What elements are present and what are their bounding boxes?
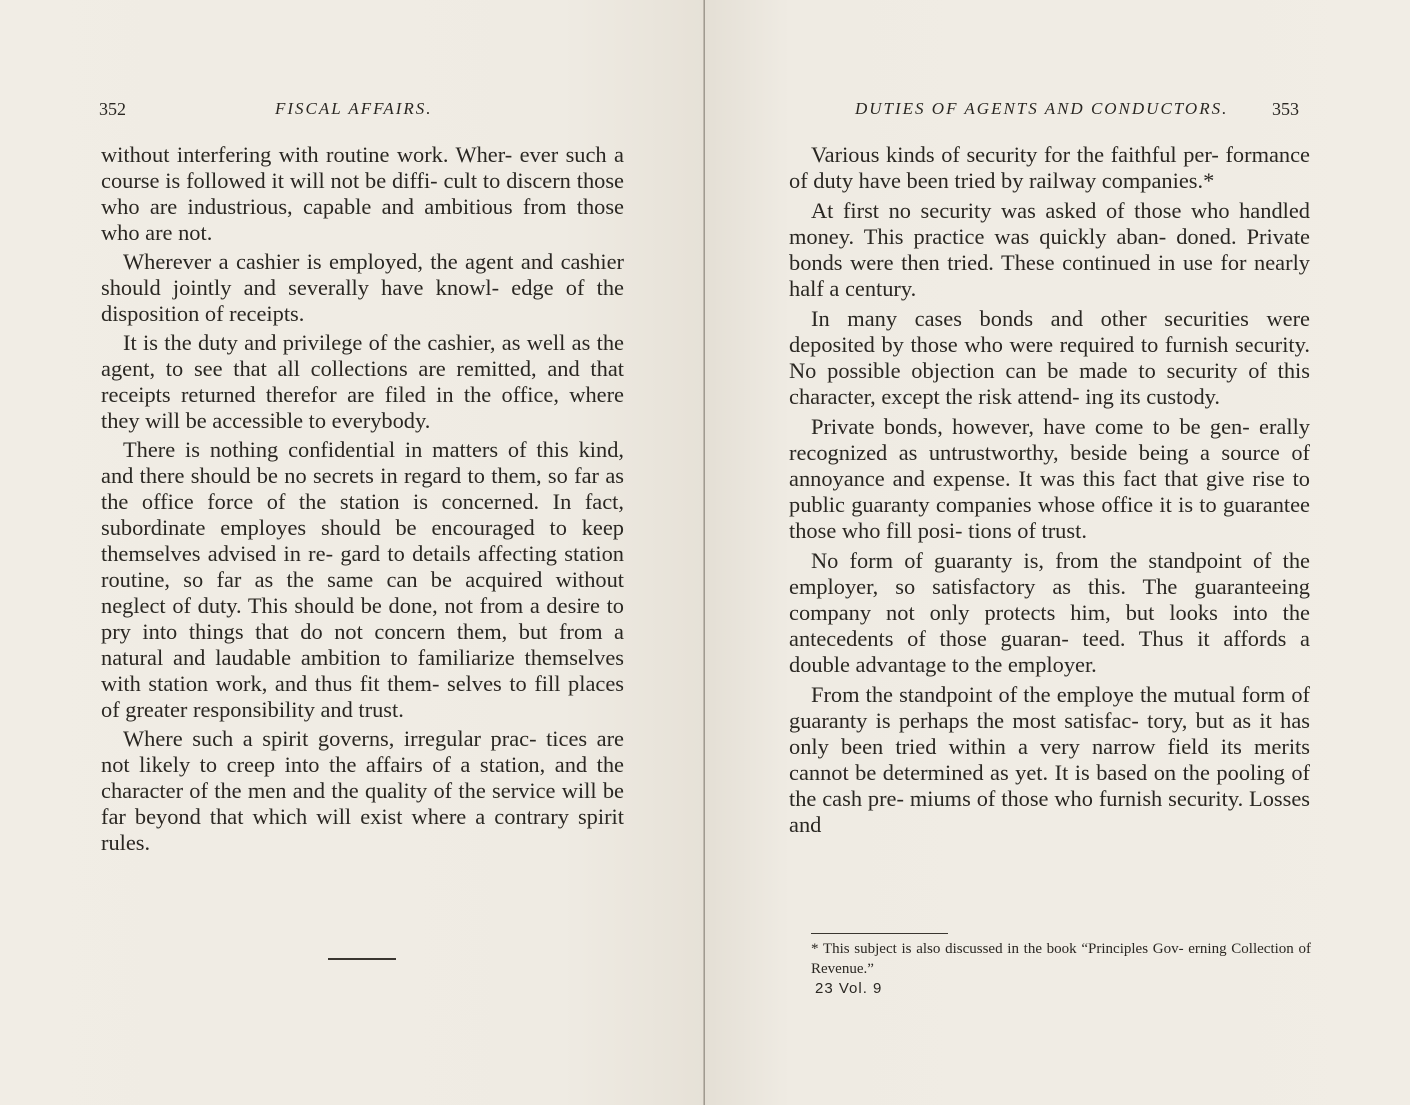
left-running-head-title: FISCAL AFFAIRS. (275, 99, 433, 118)
paragraph: No form of guaranty is, from the standpoint of the employer, so satisfactory as this. The guaranteeing company not only protects him, but looks into the antecedents of those guaran- teed. Thus it affords a double advantage to the employer. (789, 548, 1310, 677)
signature-mark: 23 Vol. 9 (815, 980, 883, 997)
right-running-head-title: DUTIES OF AGENTS AND CONDUCTORS. (855, 99, 1229, 118)
left-page-number: 352 (99, 99, 126, 119)
paragraph: It is the duty and privilege of the cashier, as well as the agent, to see that all collections are remitted, and that receipts returned therefor are filed in the office, where they will be accessible to everybody. (101, 330, 624, 433)
paragraph: There is nothing confidential in matters of this kind, and there should be no secrets in regard to them, so far as the office force of the station is concerned. In fact, subordinate employes should be encouraged to keep themselves advised in re- gard to details affecting station routine, so far as the same can be acquired without neglect of duty. This should be done, not from a desire to pry into things that do not concern them, but from a natural and laudable ambition to familiarize themselves with station work, and thus fit them- selves to fill places of greater responsibility and trust. (101, 437, 624, 722)
paragraph: At first no security was asked of those who handled money. This practice was quickly aban- doned. Private bonds were then tried. These continued in use for nearly half a century. (789, 198, 1310, 301)
paragraph: From the standpoint of the employe the mutual form of guaranty is perhaps the most satisfac- tory, but as it has only been tried within a very narrow field its merits cannot be determined as yet. It is based on the pooling of the cash pre- miums of those who furnish security. Losses and (789, 682, 1310, 837)
right-page (705, 0, 1410, 1105)
end-of-section-rule (328, 958, 396, 960)
footnote-rule (811, 933, 948, 934)
paragraph: In many cases bonds and other securities were deposited by those who were required to furnish security. No possible objection can be made to security of this character, except the risk attend- ing its custody. (789, 306, 1310, 409)
paragraph: Various kinds of security for the faithful per- formance of duty have been tried by railway companies.* (789, 142, 1310, 193)
paragraph: Where such a spirit governs, irregular prac- tices are not likely to creep into the affairs of a station, and the character of the men and the quality of the service will be far beyond that which will exist where a contrary spirit rules. (101, 726, 624, 855)
right-running-head (855, 99, 1228, 119)
right-page-number: 353 (1272, 99, 1299, 119)
paragraph: Wherever a cashier is employed, the agent and cashier should jointly and severally have knowl- edge of the disposition of receipts. (101, 249, 624, 326)
footnote: * This subject is also discussed in the book “Principles Gov- erning Collection of Revenue.” (811, 941, 1311, 977)
paragraph: without interfering with routine work. Wher- ever such a course is followed it will not be diffi- cult to discern those who are industrious, capable and ambitious from those who are not. (101, 142, 624, 245)
left-running-head (275, 99, 433, 119)
left-body (101, 142, 624, 856)
paragraph: Private bonds, however, have come to be gen- erally recognized as untrustworthy, beside being a source of annoyance and expense. It was this fact that give rise to public guaranty companies whose office it is to guarantee those who fill posi- tions of trust. (789, 414, 1310, 543)
right-body (789, 142, 1310, 838)
